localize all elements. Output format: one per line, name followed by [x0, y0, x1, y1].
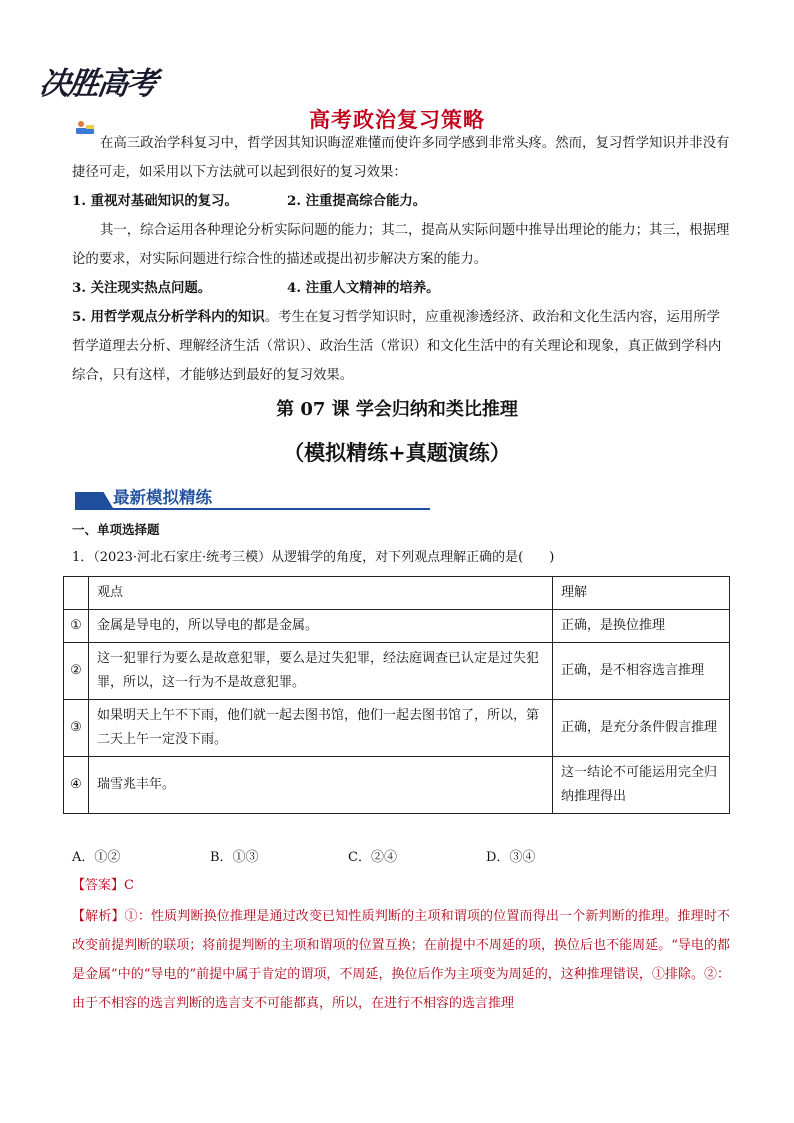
table-header-num — [64, 577, 89, 610]
row-number: ③ — [64, 700, 89, 757]
banner-underline — [75, 508, 430, 510]
tip-1: 1. 重视对基础知识的复习。 — [72, 193, 238, 209]
lesson-title: 第 07 课 学会归纳和类比推理 — [276, 399, 518, 420]
row-view: 瑞雪兆丰年。 — [89, 757, 553, 814]
row-understanding: 这一结论不可能运用完全归纳推理得出 — [553, 757, 730, 814]
answer-line: 【答案】C — [72, 878, 134, 893]
row-view: 这一犯罪行为要么是故意犯罪，要么是过失犯罪，经法庭调查已认定是过失犯罪，所以，这一行为不是故意犯罪。 — [89, 643, 553, 700]
page-title: 高考政治复习策略 — [309, 108, 485, 132]
tip-3: 3. 关注现实热点问题。 — [72, 280, 212, 296]
choice-d: D．③④ — [486, 850, 536, 865]
section-heading: 一、单项选择题 — [72, 522, 160, 537]
tip-5-body: 。考生在复习哲学知识时，应重视渗透经济、政治和文化生活内容，运用所学哲学道理去分析、理解经济生活（常识）、政治生活（常识）和文化生活中的有关理论和现象，真正做到学科内综合，只有这样，才能够达到最好的复习效果。 — [72, 310, 722, 383]
row-view: 如果明天上午不下雨，他们就一起去图书馆，他们一起去图书馆了，所以，第二天上午一定没下雨。 — [89, 700, 553, 757]
tip-5-paragraph — [72, 303, 732, 390]
section-banner — [75, 484, 430, 510]
table-row — [64, 610, 730, 643]
options-table — [63, 576, 730, 814]
answer-choices — [72, 846, 624, 865]
table-row — [64, 700, 730, 757]
banner-marker-icon — [75, 492, 113, 508]
question-stem: 1．（2023·河北石家庄·统考三模）从逻辑学的角度，对下列观点理解正确的是( ) — [72, 550, 555, 565]
choice-a: A．①② — [72, 850, 121, 865]
table-row — [64, 643, 730, 700]
row-view: 金属是导电的，所以导电的都是金属。 — [89, 610, 553, 643]
row-understanding: 正确，是换位推理 — [553, 610, 730, 643]
table-row — [64, 757, 730, 814]
lesson-subtitle: （模拟精练+真题演练） — [283, 440, 511, 465]
banner-title: 最新模拟精练 — [113, 488, 212, 507]
tip-2: 2. 注重提高综合能力。 — [287, 193, 427, 209]
choice-c: C．②④ — [348, 850, 397, 865]
row-understanding: 正确，是充分条件假言推理 — [553, 700, 730, 757]
explanation-paragraph: 【解析】①：性质判断换位推理是通过改变已知性质判断的主项和谓项的位置而得出一个新判断的推理。推理时不改变前提判断的联项；将前提判断的主项和谓项的位置互换；在前提中不周延的项，换位后也不能周延。“导电的都是金属”中的“导电的”前提中属于肯定的谓项，不周延，换位后作为主项变为周延的，这种推理错误，①排除。②：由于不相容的选言判断的选言支不可能都真，所以，在进行不相容的选言推理 — [72, 909, 730, 1011]
table-header-understanding: 理解 — [553, 577, 730, 610]
intro-paragraph: 在高三政治学科复习中，哲学因其知识晦涩难懂而使许多同学感到非常头疼。然而，复习哲学知识并非没有捷径可走，如采用以下方法就可以起到很好的复习效果： — [72, 136, 730, 180]
choice-b: B．①③ — [210, 850, 259, 865]
row-number: ④ — [64, 757, 89, 814]
tip-5-heading: 5. 用哲学观点分析学科内的知识 — [72, 309, 265, 325]
tips-row-2 — [72, 274, 732, 303]
table-header-view: 观点 — [89, 577, 553, 610]
row-understanding: 正确，是不相容选言推理 — [553, 643, 730, 700]
tip-4: 4. 注重人文精神的培养。 — [287, 280, 440, 296]
tips-row-1 — [72, 187, 732, 216]
row-number: ① — [64, 610, 89, 643]
logo-text: 决胜高考 — [36, 66, 159, 102]
table-header-row — [64, 577, 730, 610]
row-number: ② — [64, 643, 89, 700]
tip-2-detail: 其一，综合运用各种理论分析实际问题的能力；其二，提高从实际问题中推导出理论的能力；其三，根据理论的要求，对实际问题进行综合性的描述或提出初步解决方案的能力。 — [72, 223, 730, 267]
